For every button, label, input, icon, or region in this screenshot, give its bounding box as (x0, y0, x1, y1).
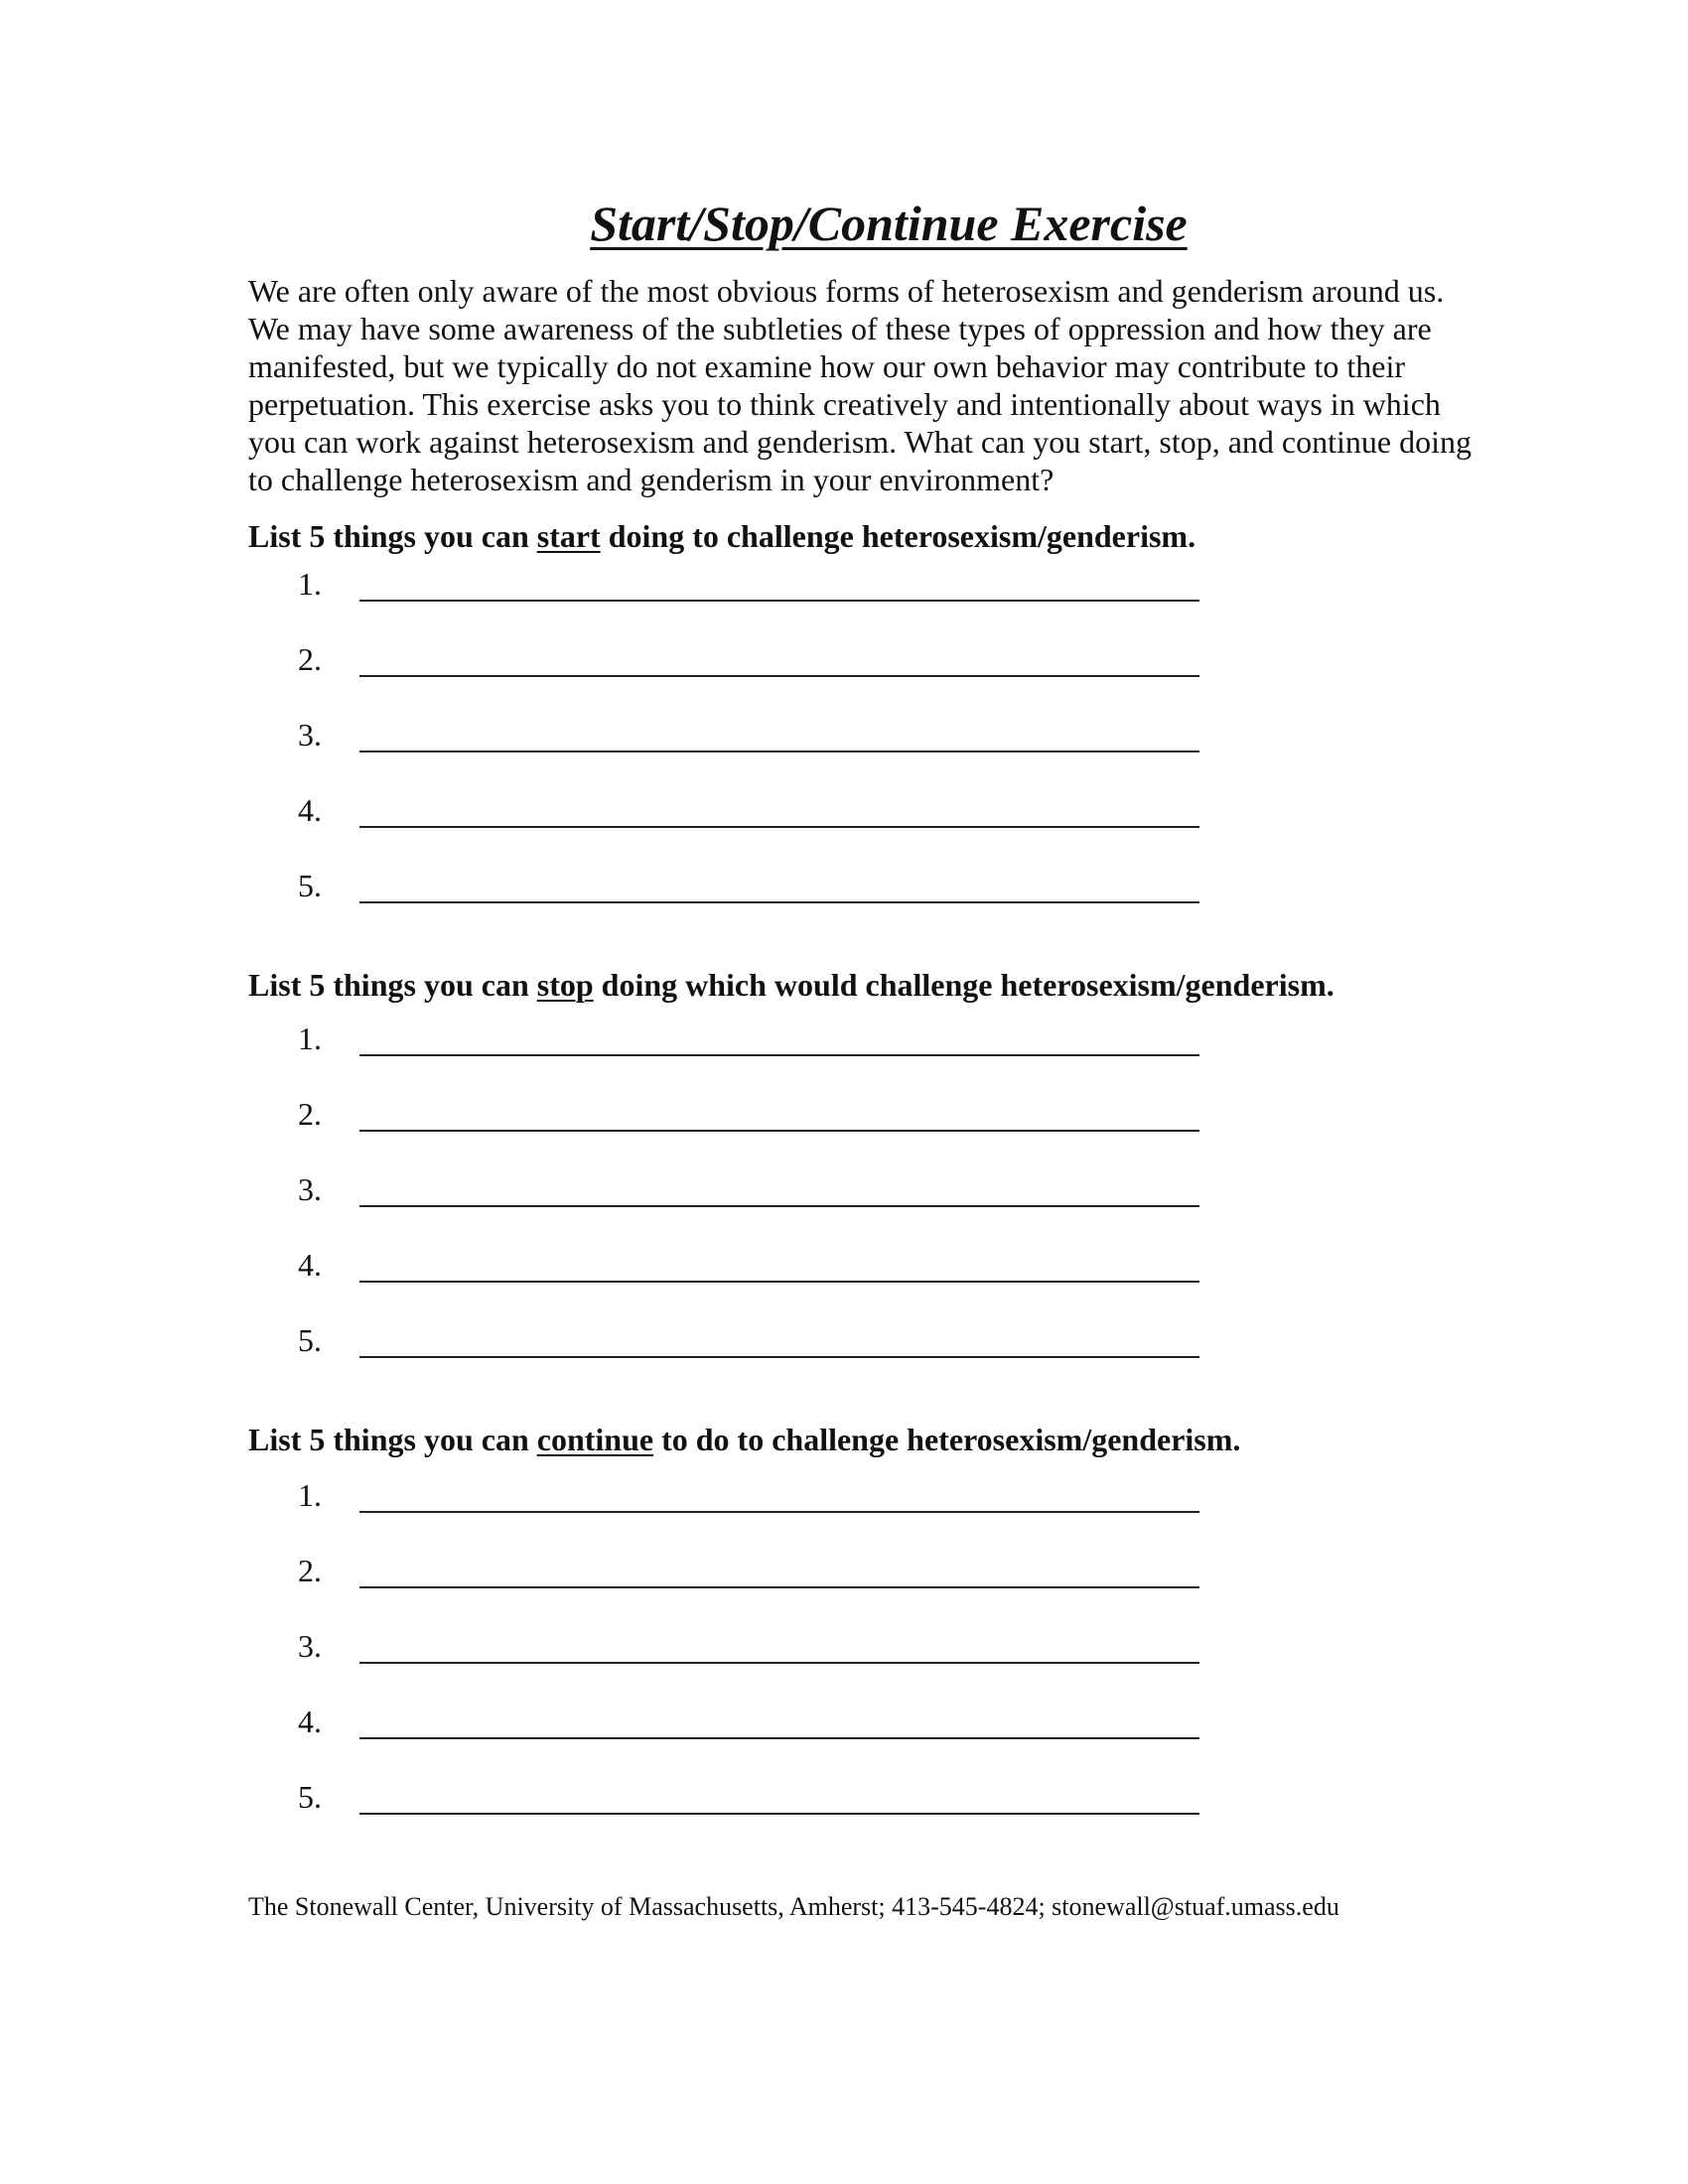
start-item-3 (298, 717, 1211, 756)
stop-item-3 (298, 1171, 1211, 1211)
continue-item-4 (298, 1704, 1211, 1743)
continue-item-3 (298, 1628, 1211, 1668)
intro-line: manifested, but we typically do not examine how our own behavior may contribute to their (248, 348, 1406, 384)
answer-line[interactable] (359, 1356, 1199, 1358)
section-heading-start (248, 518, 1196, 555)
continue-item-5 (298, 1779, 1211, 1819)
heading-suffix: doing to challenge heterosexism/genderism. (600, 518, 1196, 554)
stop-item-5 (298, 1322, 1211, 1362)
heading-suffix: doing which would challenge heterosexism/genderism. (593, 967, 1335, 1003)
item-number: 1. (298, 1021, 322, 1056)
stop-item-1 (298, 1021, 1211, 1060)
page-title: Start/Stop/Continue Exercise (590, 196, 1188, 251)
start-item-1 (298, 566, 1211, 606)
intro-line: We are often only aware of the most obvious forms of heterosexism and genderism around us. (248, 273, 1445, 309)
stop-item-4 (298, 1247, 1211, 1287)
answer-line[interactable] (359, 1130, 1199, 1132)
answer-line[interactable] (359, 1586, 1199, 1588)
answer-line[interactable] (359, 1662, 1199, 1664)
item-number: 5. (298, 1322, 322, 1358)
heading-prefix: List 5 things you can (248, 1422, 537, 1457)
answer-line[interactable] (359, 1813, 1199, 1815)
item-number: 2. (298, 1096, 322, 1132)
heading-keyword-continue: continue (536, 1422, 654, 1457)
answer-line[interactable] (359, 826, 1199, 828)
item-number: 5. (298, 1779, 322, 1815)
start-item-2 (298, 641, 1211, 681)
answer-line[interactable] (359, 1205, 1199, 1207)
item-number: 3. (298, 1171, 322, 1207)
start-item-5 (298, 868, 1211, 907)
item-number: 3. (298, 717, 322, 752)
answer-line[interactable] (359, 675, 1199, 677)
item-number: 1. (298, 566, 322, 602)
intro-line: you can work against heterosexism and genderism. What can you start, stop, and continue doing (248, 424, 1472, 460)
heading-suffix: to do to challenge heterosexism/genderism. (653, 1422, 1241, 1457)
item-number: 5. (298, 868, 322, 903)
start-item-4 (298, 792, 1211, 832)
heading-keyword-stop: stop (536, 967, 594, 1003)
item-number: 2. (298, 1553, 322, 1588)
section-heading-continue (248, 1422, 1240, 1458)
item-number: 2. (298, 641, 322, 677)
item-number: 4. (298, 792, 322, 828)
answer-line[interactable] (359, 600, 1199, 602)
intro-line: to challenge heterosexism and genderism in your environment? (248, 462, 1055, 497)
answer-line[interactable] (359, 1511, 1199, 1513)
answer-line[interactable] (359, 751, 1199, 752)
item-number: 4. (298, 1704, 322, 1739)
intro-paragraph (248, 272, 1539, 498)
answer-line[interactable] (359, 1737, 1199, 1739)
heading-prefix: List 5 things you can (248, 967, 537, 1003)
item-number: 3. (298, 1628, 322, 1664)
answer-line[interactable] (359, 1054, 1199, 1056)
item-number: 1. (298, 1477, 322, 1513)
footer-contact: The Stonewall Center, University of Massachusetts, Amherst; 413-545-4824; stonewall@stuaf.umass.edu (248, 1892, 1339, 1921)
answer-line[interactable] (359, 1281, 1199, 1283)
heading-keyword-start: start (536, 518, 601, 554)
heading-prefix: List 5 things you can (248, 518, 537, 554)
stop-item-2 (298, 1096, 1211, 1136)
continue-item-1 (298, 1477, 1211, 1517)
intro-line: We may have some awareness of the subtleties of these types of oppression and how they are (248, 311, 1432, 346)
section-heading-stop (248, 967, 1335, 1004)
item-number: 4. (298, 1247, 322, 1283)
answer-line[interactable] (359, 901, 1199, 903)
continue-item-2 (298, 1553, 1211, 1592)
intro-line: perpetuation. This exercise asks you to think creatively and intentionally about ways in which (248, 386, 1441, 422)
